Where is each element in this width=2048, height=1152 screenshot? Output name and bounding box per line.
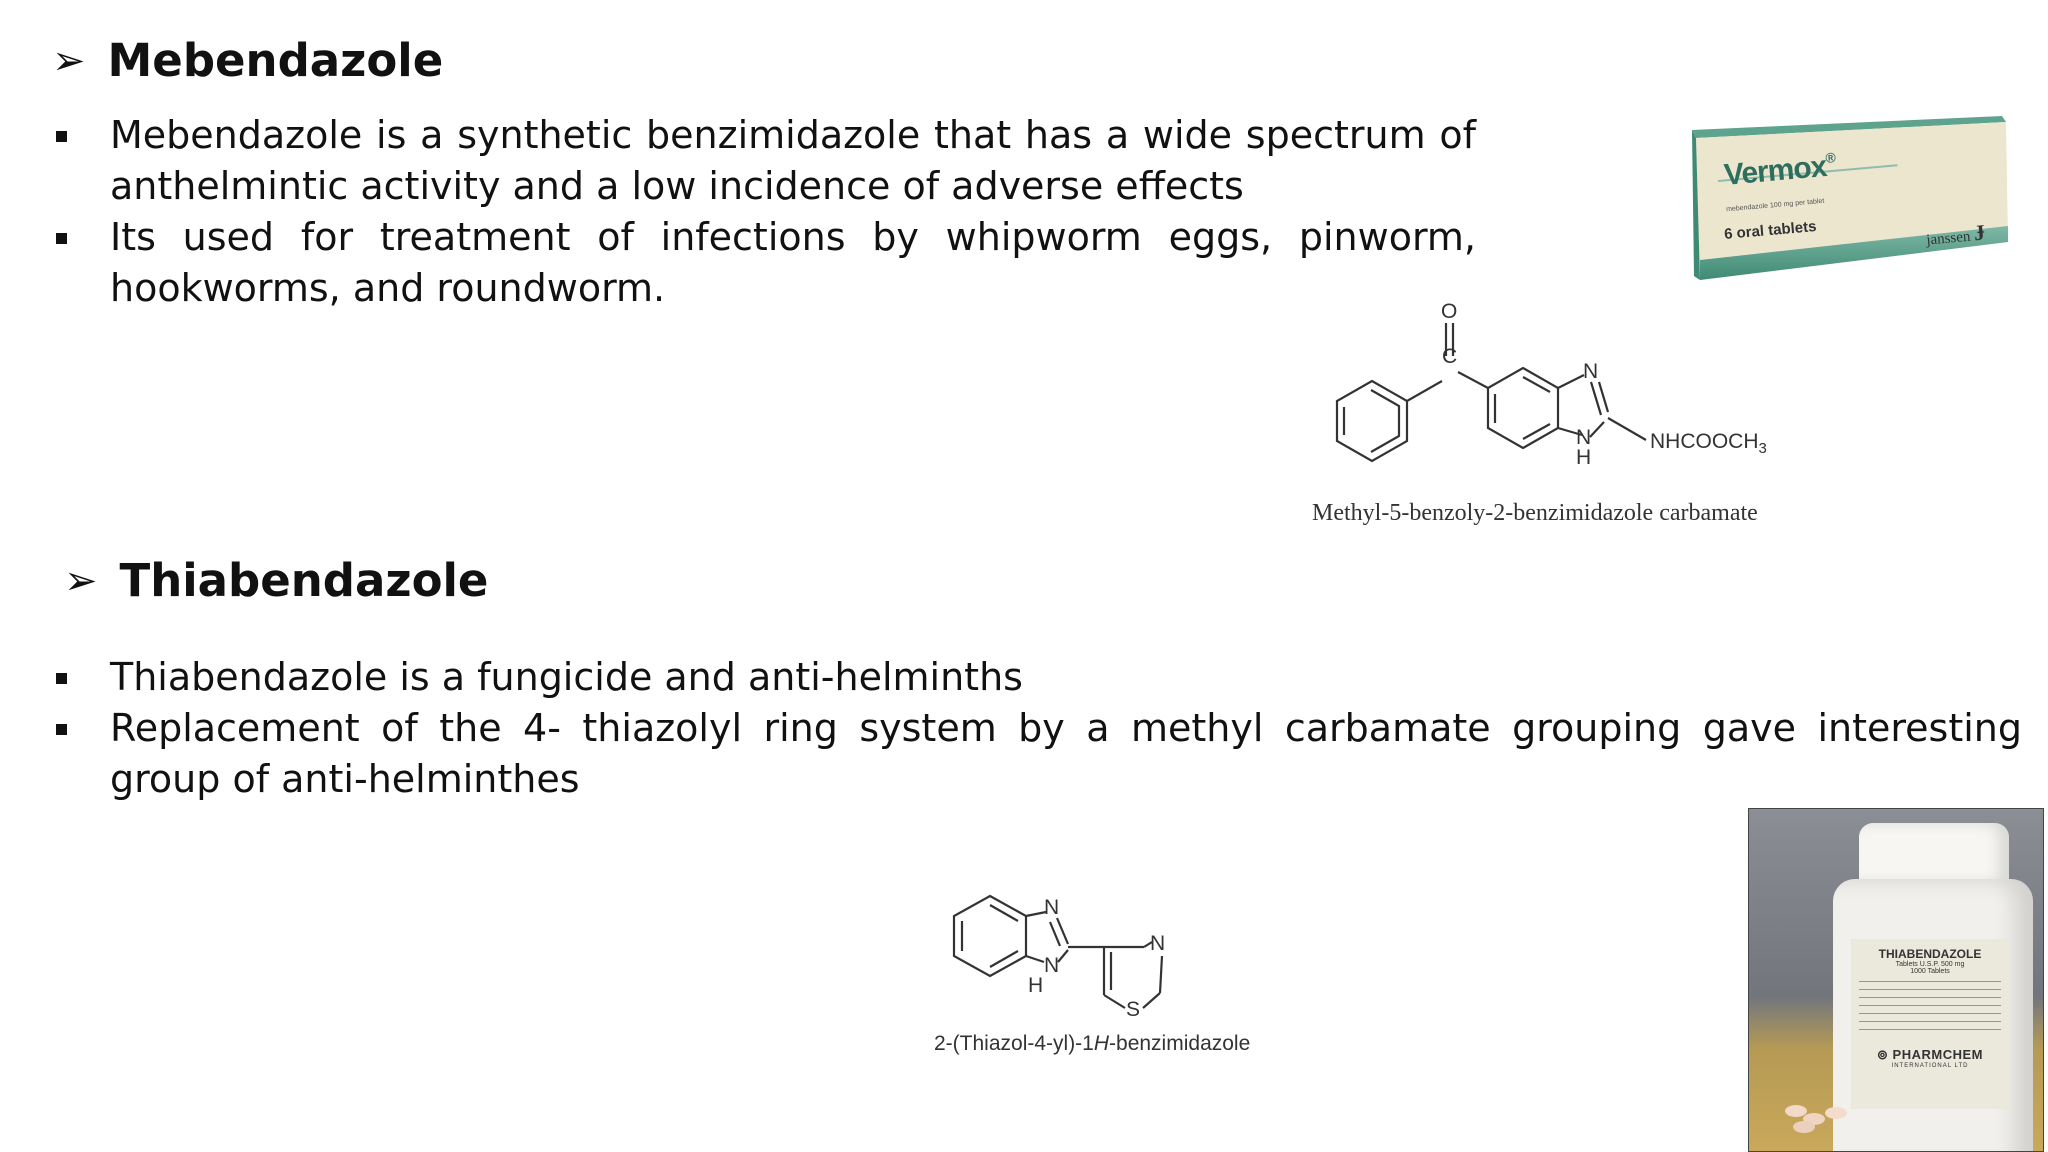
thiabendazole-bottle-photo — [1748, 808, 2044, 1152]
list-item: Thiabendazole is a fungicide and anti-helminths — [54, 652, 2022, 703]
mebendazole-structure-caption: Methyl-5-benzoly-2-benzimidazole carbamate — [1312, 500, 1758, 526]
list-item: Mebendazole is a synthetic benzimidazole that has a wide spectrum of anthelmintic activity and a low incidence of adverse effects — [54, 110, 1476, 212]
atom-o: O — [1441, 300, 1458, 323]
mebendazole-bullet-list — [54, 110, 1476, 314]
arrow-bullet-icon: ➢ — [64, 557, 98, 604]
mebendazole-structure — [1320, 300, 1820, 480]
label-sub2: 1000 Tablets — [1910, 968, 1950, 975]
atom-n: N — [1583, 360, 1599, 383]
thiabendazole-bullet-list — [54, 652, 2022, 805]
atom-nh-n: N — [1576, 426, 1592, 449]
arrow-bullet-icon: ➢ — [52, 37, 86, 84]
label-title: THIABENDAZOLE — [1878, 947, 1982, 961]
list-item: Its used for treatment of infections by whipworm eggs, pinworm, hookworms, and roundworm. — [54, 212, 1476, 314]
section-heading-thiabendazole — [64, 554, 488, 607]
bottle-cap — [1859, 823, 2009, 883]
thiabendazole-structure-caption: 2-(Thiazol-4-yl)-1H-benzimidazole — [934, 1032, 1251, 1055]
thiabendazole-structure-bonds — [940, 890, 1280, 1040]
pharmchem-logo: ⊚ PHARMCHEM — [1877, 1047, 1983, 1062]
vermox-product-image — [1690, 110, 2020, 290]
vermox-brand-text: Vermox® — [1722, 149, 1836, 192]
atom-nh-n: N — [1044, 954, 1060, 977]
janssen-logo: janssen Ɉ — [1925, 219, 1986, 249]
pharmchem-sub: INTERNATIONAL LTD — [1891, 1063, 1969, 1069]
section-heading-mebendazole — [52, 34, 443, 87]
thiabendazole-structure — [940, 890, 1280, 1040]
label-sub1: Tablets U.S.P. 500 mg — [1895, 961, 1965, 968]
vermox-small-text: mebendazole 100 mg per tablet — [1725, 197, 1825, 214]
atom-n-top: N — [1044, 896, 1060, 919]
bottle-label — [1851, 939, 2009, 1109]
atom-s: S — [1126, 998, 1141, 1021]
heading-text: Thiabendazole — [119, 554, 489, 607]
vermox-box-drawing — [1690, 110, 2020, 290]
heading-text: Mebendazole — [107, 34, 444, 87]
substituent-label: $NHCOOCH_3$ — [1650, 430, 1767, 458]
pharmchem-mark-icon: ⊚ — [1877, 1047, 1889, 1062]
vermox-count-text: 6 oral tablets — [1723, 217, 1818, 244]
label-fine-print — [1859, 981, 2001, 1037]
list-item: Replacement of the 4- thiazolyl ring system by a methyl carbamate grouping gave interesting group of anti-helminthes — [54, 703, 2022, 805]
atom-nh-h: H — [1028, 974, 1044, 997]
atom-nh-h: H — [1576, 446, 1592, 469]
janssen-mark-icon: Ɉ — [1972, 219, 1986, 246]
atom-n-thiazole: N — [1150, 932, 1166, 955]
atom-c: C — [1442, 345, 1458, 368]
